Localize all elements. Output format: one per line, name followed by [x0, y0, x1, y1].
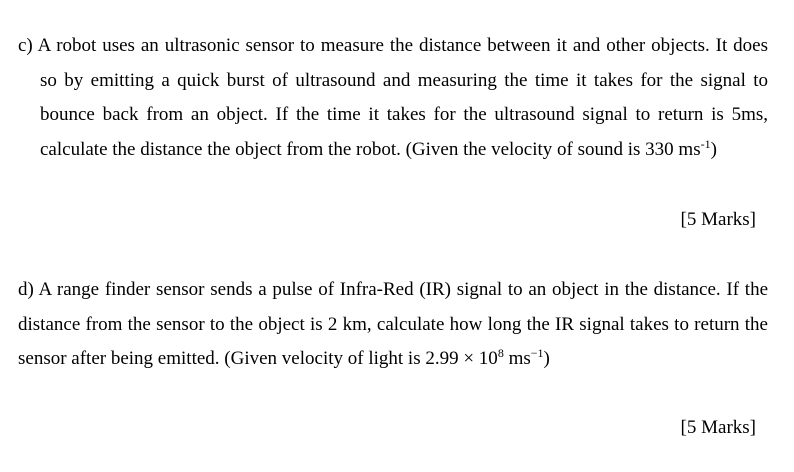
question-c-closing: ) [710, 138, 717, 160]
question-d-body: d) A range finder sensor sends a pulse of Infra-Red (IR) signal to an object in the distance. If the distance from the sensor to the object is 2 km, calculate how long the IR signal takes to return the sensor after being emitted. (Given velocity of light is 2.99 × 10 [18, 279, 768, 369]
question-d-unit: ms [503, 348, 531, 369]
question-c-body: c) A robot uses an ultrasonic sensor to measure the distance between it and other objects. It does so by emitting a quick burst of ultrasound and measuring the time it takes for the signal to bounce back from an object. If the time it takes for the ultrasound signal to return is 5ms, calculate the distance the object from the robot. (Given the velocity of sound is 330 ms [18, 35, 768, 160]
question-c-exponent: -1 [700, 136, 711, 151]
question-d-exponent: −1 [530, 346, 544, 360]
question-c-marks: [5 Marks] [680, 209, 756, 230]
question-d-power: 8 [497, 346, 504, 360]
question-d-closing: ) [543, 348, 550, 369]
question-c-text [18, 29, 768, 167]
question-d-text [18, 273, 768, 377]
question-d-marks: [5 Marks] [680, 417, 756, 438]
